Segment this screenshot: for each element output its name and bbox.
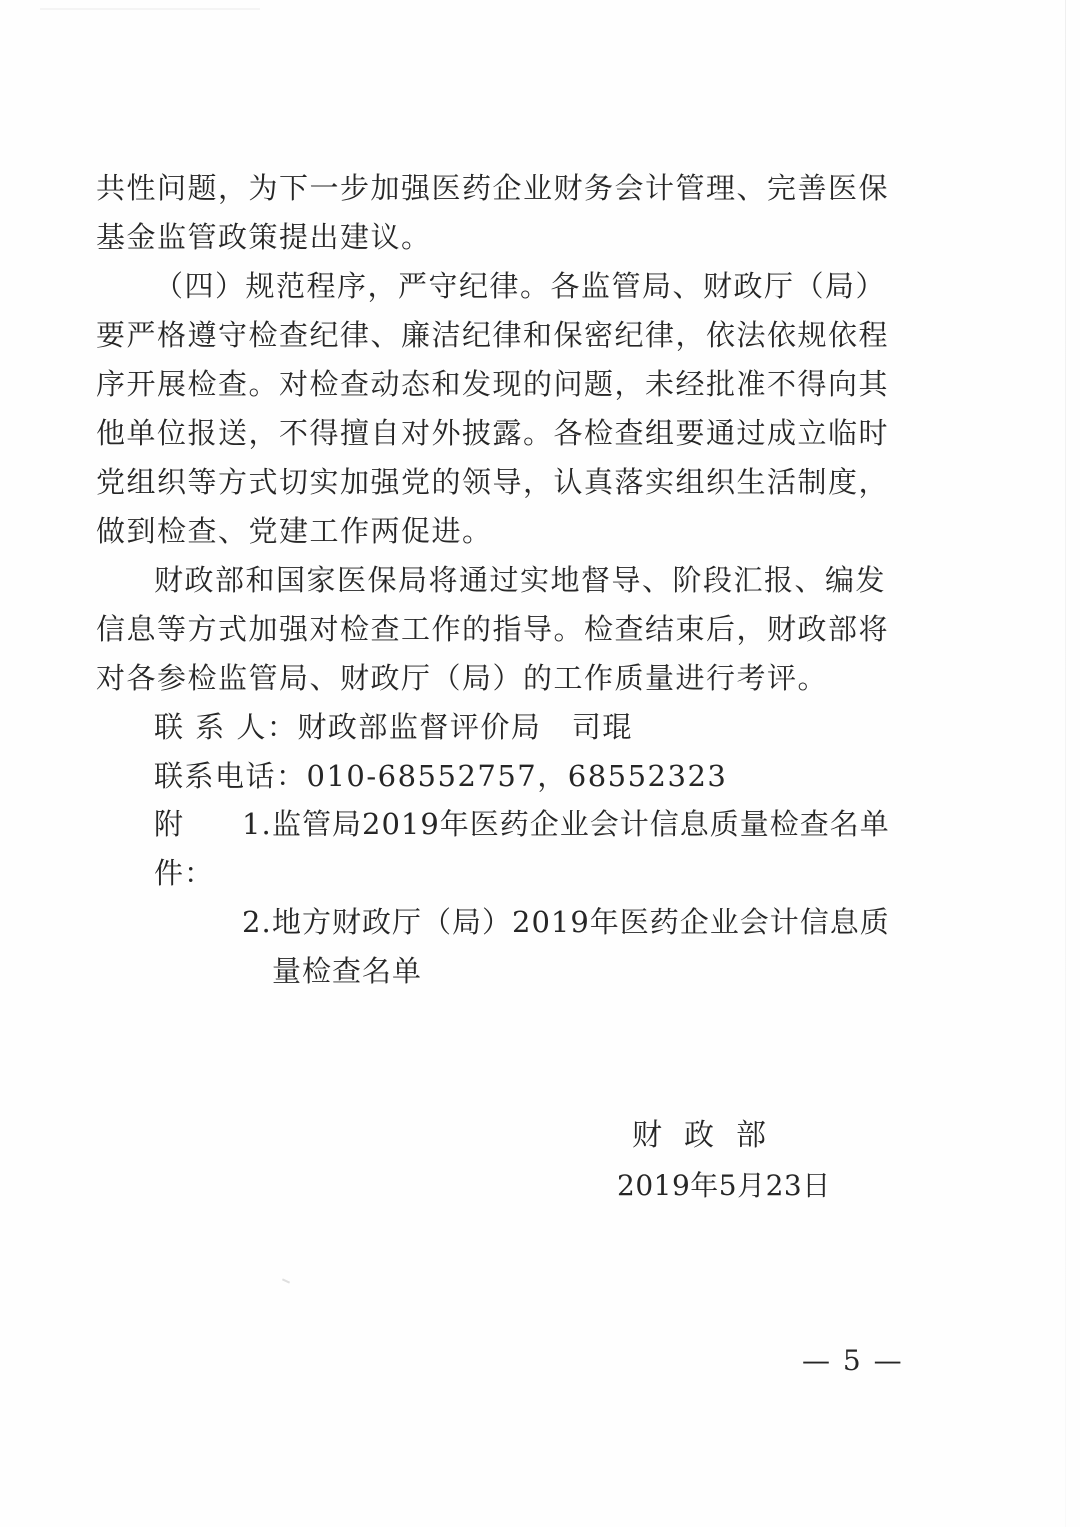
contact-person: 联 系 人：财政部监督评价局 司琨 [154, 710, 633, 744]
attachments-label-spacer [154, 898, 242, 996]
scan-speck [282, 1278, 290, 1283]
attachment-item [242, 800, 914, 898]
attachment-row-2 [154, 898, 914, 996]
paragraph-guidance: 财政部和国家医保局将通过实地督导、阶段汇报、编发信息等方式加强对检查工作的指导。检查结束后，财政部将对各参检监管局、财政厅（局）的工作质量进行考评。 [96, 563, 890, 695]
attachment-row-1 [154, 800, 914, 898]
paragraph-continuation: 共性问题，为下一步加强医药企业财务会计管理、完善医保基金监管政策提出建议。 [96, 171, 890, 254]
scan-edge-line [1065, 0, 1066, 1527]
attachment-title: 地方财政厅（局）2019年医药企业会计信息质量检查名单 [272, 905, 890, 988]
body-text [96, 164, 906, 801]
attachment-number: 1. [242, 807, 272, 841]
scan-smudge [40, 8, 260, 10]
attachment-title: 监管局2019年医药企业会计信息质量检查名单 [272, 807, 890, 841]
contact-phone: 联系电话：010-68552757，68552323 [154, 759, 728, 793]
issuer-signature: 财政部 [632, 1118, 788, 1153]
paragraph-discipline: （四）规范程序，严守纪律。各监管局、财政厅（局）要严格遵守检查纪律、廉洁纪律和保密纪律，依法依规依程序开展检查。对检查动态和发现的问题，未经批准不得向其他单位报送，不得擅自对外披露。各检查组要通过成立临时党组织等方式切实加强党的领导，认真落实组织生活制度，做到检查、党建工作两促进。 [96, 269, 890, 548]
attachments-section [154, 800, 914, 996]
attachment-number: 2. [242, 905, 272, 939]
attachments-label: 附件： [154, 807, 215, 890]
attachment-item [242, 898, 914, 996]
issue-date: 2019年5月23日 [617, 1169, 831, 1202]
page-number: — 5 — [802, 1344, 904, 1377]
